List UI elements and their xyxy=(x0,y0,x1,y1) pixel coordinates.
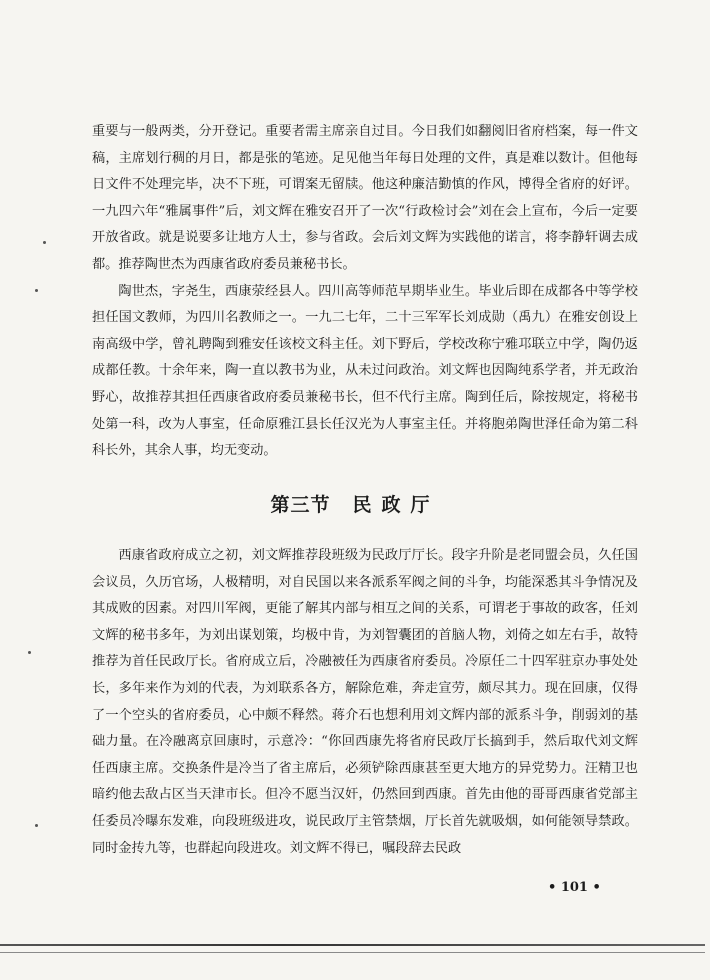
section-title: 民政厅 xyxy=(352,494,440,516)
scan-edge-line-thin xyxy=(0,952,705,953)
scan-edge-line xyxy=(0,944,705,946)
paragraph-civil-affairs: 西康省政府成立之初，刘文辉推荐段班级为民政厅厅长。段字升阶是老同盟会员，久任国会议员，久历官场，人极精明，对自民国以来各派系军阀之间的斗争，均能深悉其斗争情况及其成败的因素。对四川军阀，更能了解其内部与相互之间的关系，可谓老于事故的政客，任刘文辉的秘书多年，为刘出谋划策，均极中肯，为刘智囊团的首脑人物，刘倚之如左右手，故特推荐为首任民政厅长。省府成立后，冷融被任为西康省府委员。冷原任二十四军驻京办事处处长，多年来作为刘的代表，为刘联系各方，解除危难，奔走宣劳，颇尽其力。现在回康，仅得了一个空头的省府委员，心中颇不释然。蒋介石也想利用刘文辉内部的派系斗争，削弱刘的基础力量。在冷融离京回康时，示意冷：“你回西康先将省府民政厅长搞到手，然后取代刘文辉任西康主席。交换条件是冷当了省主席后，必须铲除西康甚至更大地方的异党势力。汪精卫也暗约他去敌占区当天津市长。但冷不愿当汉奸，仍然回到西康。首先由他的哥哥西康省党部主任委员冷曝东发难，向段班级进攻，说民政厅主管禁烟，厅长首先就吸烟，如何能领导禁政。同时金抟九等，也群起向段进攻。刘文辉不得已，嘱段辞去民政 xyxy=(92,548,638,856)
top-text-block xyxy=(92,119,638,465)
page-number: • 101 • xyxy=(548,880,601,895)
paragraph-tao-shijie: 陶世杰，字尧生，西康荥经县人。四川高等师范早期毕业生。毕业后即在成都各中等学校担任国文教师，为四川名教师之一。一九二七年，二十三军军长刘成勋（禹九）在雅安创设上南高级中学，曾礼聘陶到雅安任该校文科主任。刘下野后，学校改称宁雅邛联立中学，陶仍返成都任教。十余年来，陶一直以教书为业，从未过问政治。刘文辉也因陶纯系学者，并无政治野心，故推荐其担任西康省政府委员兼秘书长，但不代行主席。陶到任后，除按规定，将秘书处第一科，改为人事室，任命原雅江县长任汉光为人事室主任。并将胞弟陶世泽任命为第二科科长外，其余人事，均无变动。 xyxy=(92,283,638,459)
bottom-text-block xyxy=(92,543,638,862)
scan-speck xyxy=(28,651,31,654)
section-number: 第三节 xyxy=(270,494,331,516)
scan-speck xyxy=(35,289,38,292)
scan-speck xyxy=(35,824,38,827)
paragraph-continued: 重要与一般两类，分开登记。重要者需主席亲自过目。今日我们如翻阅旧省府档案，每一件文稿，主席划行稠的月日，都是张的笔迹。足见他当年每日处理的文件，真是难以数计。但他每日文件不处理完毕，决不下班，可谓案无留牍。他这种廉洁勤慎的作风，博得全省府的好评。一九四六年“雅属事件”后，刘文辉在雅安召开了一次“行政检讨会”刘在会上宣布，今后一定要开放省政。就是说要多让地方人士，参与省政。会后刘文辉为实践他的诺言，将李静轩调去成都。推荐陶世杰为西康省政府委员兼秘书长。 xyxy=(92,124,638,272)
section-heading xyxy=(0,490,710,520)
scan-speck xyxy=(43,241,46,244)
